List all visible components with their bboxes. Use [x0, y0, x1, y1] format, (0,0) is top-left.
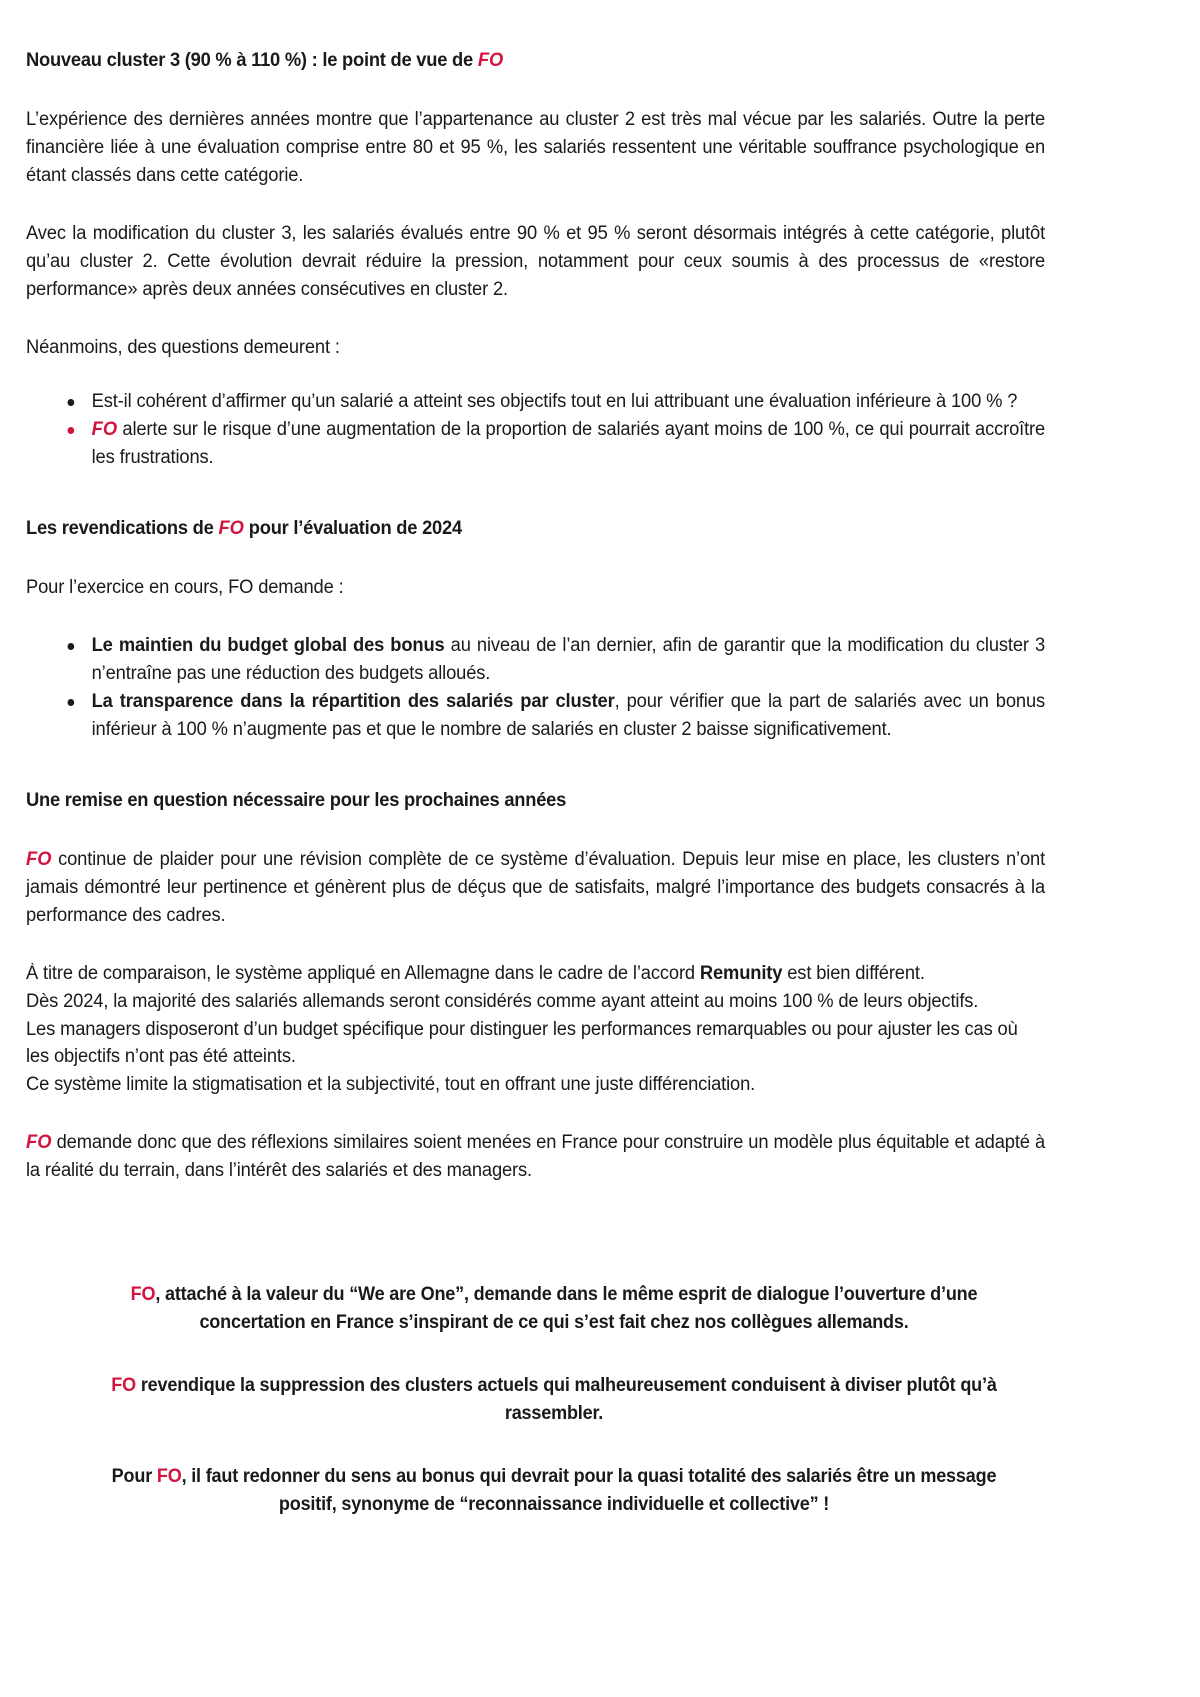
section-heading-revendications: [26, 516, 1019, 540]
fo-brand-mark: FO: [477, 49, 504, 71]
section-heading-cluster3: [26, 48, 1019, 72]
spacer: [79, 1427, 1029, 1463]
spacer: [26, 1099, 1082, 1129]
list-item-text: alerte sur le risque d’une augmentation de la proportion de salariés ayant moins de 100 %, ce qui pourrait accroître les frustrations.: [91, 418, 1046, 468]
paragraph-remise-1: [26, 846, 1045, 930]
spacer: [79, 1336, 1029, 1372]
section-heading-remise: Une remise en question nécessaire pour les prochaines années: [26, 788, 567, 811]
spacer: [26, 304, 1082, 334]
closing-statement-3-pre: Pour: [111, 1466, 157, 1488]
bullet-dot-icon: [67, 643, 74, 650]
paragraph-revendications-intro: Pour l’exercice en cours, FO demande :: [26, 576, 344, 598]
spacer: [26, 72, 1082, 106]
list-item-text: , pour vérifier que la part de salariés avec un bonus inférieur à 100 % n’augmente pas et que le nombre de salariés en cluster 2 baisse significativement.: [91, 690, 1046, 740]
paragraph-remise-3: [26, 1129, 1045, 1185]
closing-statement-1-text: , attaché à la valeur du “We are One”, demande dans le même esprit de dialogue l’ouverture d’une concertation en France s’inspirant de ce qui s’est fait chez nos collègues allemands.: [155, 1284, 978, 1333]
comparison-text-a: À titre de comparaison, le système appliqué en Allemagne dans le cadre de l’accord: [26, 962, 700, 984]
spacer: [26, 472, 1082, 516]
paragraph-questions-intro: Néanmoins, des questions demeurent :: [26, 336, 340, 358]
list-item-text: au niveau de l’an dernier, afin de garantir que la modification du cluster 3 n’entraîne pas une réduction des budgets alloués.: [91, 634, 1046, 684]
bullet-list-questions: [26, 388, 1082, 472]
closing-statement-block: [79, 1281, 1029, 1518]
spacer: [26, 812, 1082, 846]
paragraph-cluster3-1: L’expérience des dernières années montre que l’appartenance au cluster 2 est très mal vécue par les salariés. Outre la perte financière liée à une évaluation comprise entre 80 et 95 %, les salariés ressentent une véritable souffrance psychologique en étant classés dans cette catégorie.: [26, 109, 1046, 187]
closing-statement-2-text: revendique la suppression des clusters actuels qui malheureusement conduisent à diviser plutôt qu’à rassembler.: [136, 1375, 997, 1424]
fo-brand-mark: FO: [218, 516, 244, 539]
paragraph-remise-2-line2: Dès 2024, la majorité des salariés allemands seront considérés comme ayant atteint au moins 100 % de leurs objectifs.: [26, 990, 979, 1012]
closing-statement-2: [103, 1372, 1006, 1427]
bullet-list-revendications: [26, 632, 1082, 744]
bullet-dot-icon: [67, 699, 74, 706]
fo-brand-mark: FO: [156, 1466, 182, 1488]
fo-brand-mark: FO: [26, 848, 52, 870]
spacer: [26, 602, 1082, 632]
spacer: [26, 540, 1082, 574]
list-item: [26, 416, 1045, 472]
closing-statement-3-text: , il faut redonner du sens au bonus qui devrait pour la quasi totalité des salariés être un message positif, synonyme de “reconnaissance individuelle et collective” !: [181, 1466, 997, 1515]
spacer: [26, 190, 1082, 220]
list-item: [26, 388, 1045, 416]
closing-statement-1: [103, 1281, 1006, 1336]
list-item-text: Est-il cohérent d’affirmer qu’un salarié a atteint ses objectifs tout en lui attribuant une évaluation inférieure à 100 % ?: [91, 390, 1018, 412]
fo-brand-mark: FO: [130, 1284, 156, 1306]
paragraph-remise-2-line4: Ce système limite la stigmatisation et la subjectivité, tout en offrant une juste différenciation.: [26, 1074, 756, 1096]
spacer: [26, 930, 1082, 960]
fo-brand-mark: FO: [91, 418, 118, 440]
list-item-bold-lead: La transparence dans la répartition des salariés par cluster: [91, 690, 615, 712]
list-item-bold-lead: Le maintien du budget global des bonus: [91, 634, 445, 656]
document-body: [26, 48, 1082, 1518]
fo-brand-mark: FO: [111, 1375, 136, 1397]
paragraph-remise-3-text: demande donc que des réflexions similaires soient menées en France pour construire un modèle plus équitable et adapté à la réalité du terrain, dans l’intérêt des salariés et des managers.: [26, 1132, 1046, 1182]
closing-statement-3: [103, 1463, 1006, 1518]
remunity-label: Remunity: [699, 962, 783, 984]
paragraph-cluster3-2: Avec la modification du cluster 3, les salariés évalués entre 90 % et 95 % seront désormais intégrés à cette catégorie, plutôt qu’au cluster 2. Cette évolution devrait réduire la pression, notamment pour ceux soumis à des processus de «restore performance» après deux années consécutives en cluster 2.: [26, 223, 1046, 300]
section-heading-revendications-before: Les revendications de: [26, 516, 219, 539]
section-heading-revendications-after: pour l’évaluation de 2024: [243, 516, 462, 539]
spacer: [26, 1185, 1082, 1281]
fo-brand-mark: FO: [26, 1132, 52, 1154]
spacer: [26, 744, 1082, 788]
comparison-text-b: est bien différent.: [782, 962, 925, 984]
section-heading-cluster3-text: Nouveau cluster 3 (90 % à 110 %) : le point de vue de: [26, 49, 478, 71]
spacer: [26, 362, 1082, 388]
paragraph-remise-1-text: continue de plaider pour une révision complète de ce système d’évaluation. Depuis leur mise en place, les clusters n’ont jamais démontré leur pertinence et génèrent plus de déçus que de satisfaits, malgré l’importance des budgets consacrés à la performance des cadres.: [26, 848, 1046, 926]
list-item: [26, 632, 1045, 688]
paragraph-remise-2-line1: [26, 960, 1045, 988]
paragraph-remise-2-line3: Les managers disposeront d’un budget spécifique pour distinguer les performances remarquables ou pour ajuster les cas où les objectifs n’ont pas été atteints.: [26, 1018, 1018, 1068]
bullet-dot-icon: [67, 399, 74, 406]
bullet-dot-icon: [67, 427, 74, 434]
list-item: [26, 688, 1045, 744]
